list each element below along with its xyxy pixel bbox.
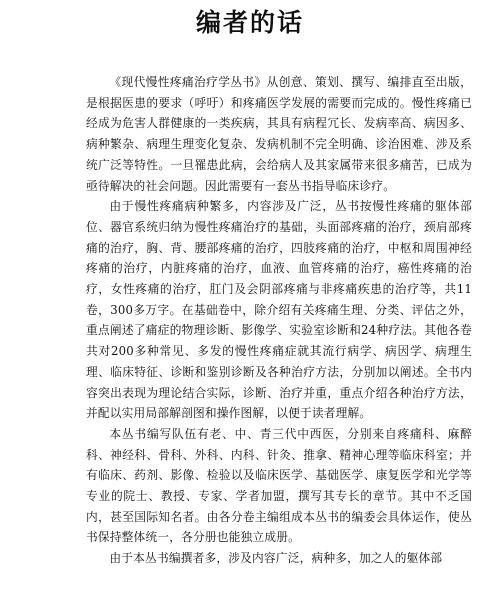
paragraph-2: 由于慢性疼痛病种繁多，内容涉及广泛，丛书按慢性疼痛的躯体部位、器官系统归纳为慢性疼痛治疗的基础，头面部疼痛的治疗，颈肩部疼痛的治疗，胸、背、腰部疼痛的治疗，四肢疼痛的治疗，中枢和周围神经疼痛的治疗，内脏疼痛的治疗，血液、血管疼痛的治疗，癌性疼痛的治疗，女性疼痛的治疗，肛门及会阴部疼痛与非疼痛疾患的治疗等，共11卷，300多万字。在基础卷中，除介绍有关疼痛生理、分类、评估之外，重点阐述了痛症的物理诊断、影像学、实验室诊断和24种疗法。其他各卷共对200多种常见、多发的慢性疼痛症就其流行病学、病因学、病理生理、临床特征、诊断和鉴别诊断及各种治疗方法，分别加以阐述。全书内容突出表现为理论结合实际，诊断、治疗并重，重点介绍各种治疗方法，并配以实用局部解剖图和操作图解，以便于读者理解。	[86, 199, 472, 421]
paragraph-3: 本丛书编写队伍有老、中、青三代中西医，分别来自疼痛科、麻醉科、神经科、骨科、外科、内科、针灸、推拿、精神心理等临床科室；并有临床、药剂、影像、检验以及临床医学、基础医学、康复医学和光学等专业的院士、教授、专家、学者加盟，撰写其专长的章节。其中不乏国内，甚至国际知名者。由各分卷主编组成本丛书的编委会具体运作，使丛书保持整体统一，各分册也能独立成册。	[86, 426, 472, 545]
page-title: 编者的话	[195, 8, 304, 37]
paragraph-1: 《现代慢性疼痛治疗学丛书》从创意、策划、撰写、编排直至出版，是根据医患的要求（呼吁）和疼痛医学发展的需要而完成的。慢性疼痛已经成为危害人群健康的一类疾病，其具有病程冗长、发病率高、病因多、病种繁杂、病理生理变化复杂、发病机制不完全明确、诊治困难、涉及系统广泛等特性。一旦罹患此病，会给病人及其家属带来很多痛苦，已成为亟待解决的社会问题。因此需要有一套丛书指导临床诊疗。	[86, 75, 472, 193]
paragraph-4: 由于本丛书编撰者多，涉及内容广泛，病种多，加之人的躯体部	[109, 551, 443, 566]
body-text	[86, 72, 472, 569]
